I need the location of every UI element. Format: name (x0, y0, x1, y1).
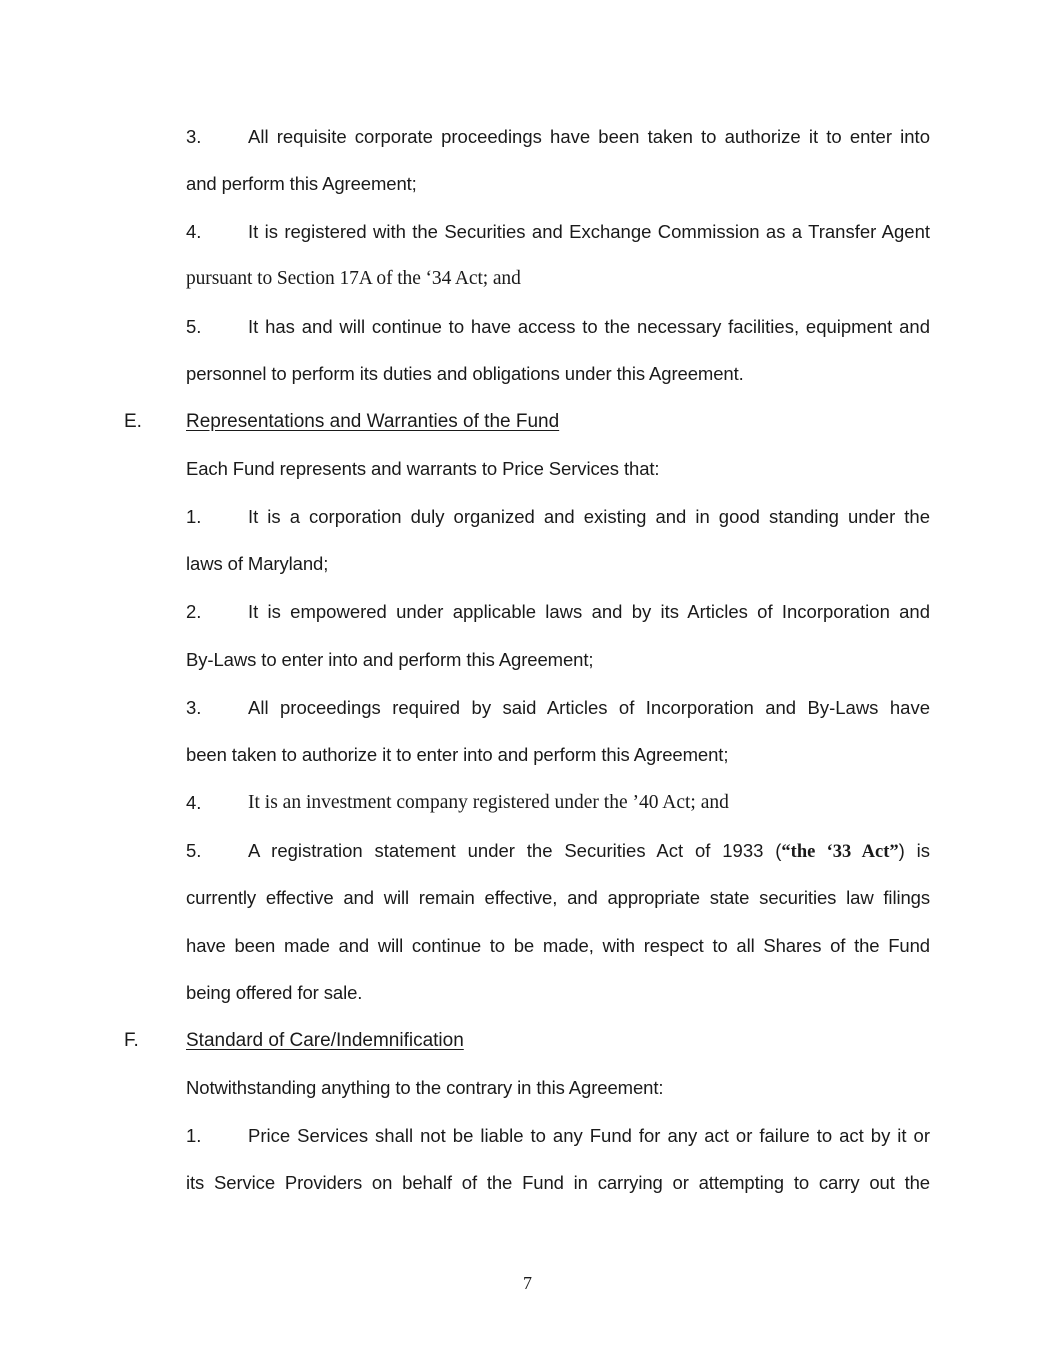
text-segment: A registration statement under the Securities Act of 1933 ( (248, 840, 782, 861)
section-heading: Representations and Warranties of the Fund (186, 411, 560, 432)
section-intro: Notwithstanding anything to the contrary in this Agreement: (186, 1077, 664, 1098)
paragraph-line: and perform this Agreement; (186, 173, 417, 194)
section-letter: E. (124, 411, 142, 432)
item-number: 4. (186, 221, 202, 242)
paragraph-line: have been made and will continue to be made, with respect to all Shares of the Fund (186, 935, 930, 956)
paragraph-line: personnel to perform its duties and obligations under this Agreement. (186, 363, 744, 384)
paragraph-line: By-Laws to enter into and perform this Agreement; (186, 649, 594, 670)
paragraph-line: It is registered with the Securities and Exchange Commission as a Transfer Agent (248, 221, 930, 242)
paragraph-line: pursuant to Section 17A of the ‘34 Act; and (186, 268, 521, 289)
paragraph-line: laws of Maryland; (186, 553, 329, 574)
item-number: 1. (186, 506, 202, 527)
item-number: 5. (186, 840, 202, 861)
item-number: 4. (186, 792, 202, 813)
section-intro: Each Fund represents and warrants to Price Services that: (186, 458, 660, 479)
item-number: 3. (186, 126, 202, 147)
paragraph-line: Price Services shall not be liable to any Fund for any act or failure to act by it or (248, 1125, 930, 1146)
paragraph-line: It is empowered under applicable laws and by its Articles of Incorporation and (248, 601, 930, 622)
paragraph-line (248, 839, 930, 864)
paragraph-line: its Service Providers on behalf of the Fund in carrying or attempting to carry out the (186, 1172, 930, 1193)
paragraph-line: It is an investment company registered under the ’40 Act; and (248, 792, 729, 813)
section-heading: Standard of Care/Indemnification (186, 1030, 464, 1051)
paragraph-line: All requisite corporate proceedings have been taken to authorize it to enter into (248, 126, 930, 147)
text-segment: ) is (898, 840, 930, 861)
item-number: 1. (186, 1125, 202, 1146)
page-number: 7 (523, 1273, 532, 1293)
paragraph-line: being offered for sale. (186, 982, 363, 1003)
item-number: 5. (186, 316, 202, 337)
paragraph-line: It is a corporation duly organized and existing and in good standing under the (248, 506, 930, 527)
paragraph-line: It has and will continue to have access to the necessary facilities, equipment and (248, 316, 930, 337)
item-number: 2. (186, 601, 202, 622)
paragraph-line: been taken to authorize it to enter into and perform this Agreement; (186, 744, 729, 765)
paragraph-line: All proceedings required by said Articles of Incorporation and By-Laws have (248, 697, 930, 718)
section-letter: F. (124, 1030, 139, 1051)
item-number: 3. (186, 697, 202, 718)
defined-term: “the ‘33 Act” (781, 842, 899, 862)
paragraph-line: currently effective and will remain effective, and appropriate state securities law filings (186, 887, 930, 908)
